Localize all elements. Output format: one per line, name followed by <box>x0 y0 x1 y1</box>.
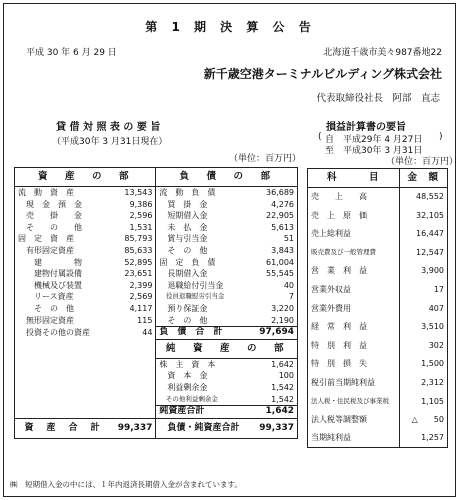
notice-page <box>3 3 459 497</box>
equity-value: 1,642 <box>251 406 298 419</box>
bs-row <box>15 210 298 222</box>
liability-label: 買 掛 金 <box>156 199 251 211</box>
equity-label: 純資産合計 <box>156 406 251 419</box>
bs-row <box>15 303 298 315</box>
asset-label: そ の 他 <box>18 222 82 232</box>
income-statement-table <box>307 168 448 448</box>
liability-label: 未 払 金 <box>156 222 251 234</box>
liability-value: 36,689 <box>266 188 294 197</box>
pl-from: 自 平成29年 4 月27日 <box>325 135 423 145</box>
pl-item-value: 16,447 <box>399 225 447 244</box>
pl-row <box>308 299 448 318</box>
pl-item-value: 32,105 <box>399 206 447 225</box>
asset-label: リース資産 <box>18 292 74 302</box>
bs-row <box>15 257 298 269</box>
pl-item-label: 特 別 利 益 <box>311 340 367 350</box>
bs-row <box>15 358 298 370</box>
liability-value: 61,004 <box>266 257 294 267</box>
pl-row <box>308 355 448 374</box>
pl-item-label: 売 上 高 <box>311 192 367 202</box>
liability-label: 預り保証金 <box>156 303 251 315</box>
asset-label: 投資その他の資産 <box>18 328 90 338</box>
bs-row <box>15 394 298 406</box>
pl-item-label: 税引前当期純利益 <box>311 377 375 387</box>
asset-label: 流 動 資 産 <box>18 188 74 197</box>
liability-label: 役員退職慰労引当金 <box>156 291 251 303</box>
company-name: 新千歳空港ターミナルビルディング株式会社 <box>203 67 442 81</box>
pl-title: 損益計算書の要旨 <box>326 122 406 133</box>
pl-row <box>308 225 448 244</box>
pl-item-value: 17 <box>399 280 447 299</box>
balance-sheet-table <box>14 167 298 439</box>
equity-label: 資 本 金 <box>156 370 251 382</box>
representative: 代表取締役社長 阿部 直志 <box>316 93 440 104</box>
pl-bracket-open: ( <box>318 132 322 142</box>
assets-total-value: 99,337 <box>111 418 156 438</box>
pl-row <box>308 206 448 225</box>
pl-item-label: 営業外費用 <box>311 303 351 313</box>
equity-value: 1,542 <box>271 394 294 404</box>
asset-value: 115 <box>137 315 153 325</box>
pl-item-label: 特 別 損 失 <box>311 359 367 369</box>
asset-label: 建 物 <box>18 257 82 267</box>
liability-value: 7 <box>288 292 294 302</box>
bs-row <box>15 315 298 327</box>
asset-value: 13,543 <box>124 188 153 197</box>
asset-value: 9,386 <box>129 199 153 209</box>
asset-value: 4,117 <box>129 303 153 313</box>
pl-bracket-close: ) <box>439 132 443 142</box>
pl-item-value: 302 <box>399 336 447 355</box>
bs-period: （平成30年 3 月31日現在） <box>52 137 168 147</box>
pl-item-value: 12,547 <box>399 243 447 262</box>
bs-row <box>15 339 298 358</box>
liability-value: 22,905 <box>266 211 294 221</box>
liability-value: 3,843 <box>271 245 294 255</box>
bs-row <box>15 406 298 419</box>
notice-date: 平成 30 年 6 月 29 日 <box>26 48 117 58</box>
bs-title: 貸 借 対 照 表 の 要 旨 <box>56 122 161 133</box>
asset-value: 1,531 <box>129 222 153 232</box>
liability-value: 55,545 <box>266 269 294 279</box>
company-address: 北海道千歳市美々987番地22 <box>323 48 442 58</box>
liability-label: 流 動 負 債 <box>156 187 251 199</box>
equity-value: 1,542 <box>271 382 294 392</box>
pl-item-label: 法人税・住民税及び事業税 <box>311 396 389 405</box>
pl-to: 至 平成30年 3 月31日 <box>325 146 423 156</box>
pl-item-value: 1,105 <box>399 392 447 411</box>
liab-equity-total-label: 負債・純資産合計 <box>156 418 251 438</box>
notice-title: 第 1 期 決 算 公 告 <box>145 20 316 34</box>
bs-row <box>15 199 298 211</box>
asset-value: 44 <box>142 328 153 338</box>
asset-label: そ の 他 <box>18 303 74 313</box>
pl-item-label: 販売費及び一般管理費 <box>311 247 376 256</box>
liabilities-header: 負 債 の 部 <box>156 168 298 187</box>
asset-label: 無形固定資産 <box>18 315 74 325</box>
bs-row <box>15 233 298 245</box>
pl-item-label: 営 業 利 益 <box>311 266 367 276</box>
pl-row <box>308 411 448 430</box>
pl-row <box>308 280 448 299</box>
asset-value: 85,793 <box>124 234 153 244</box>
pl-item-value: 3,900 <box>399 262 447 281</box>
pl-item-value: 407 <box>399 299 447 318</box>
bs-row <box>15 268 298 280</box>
pl-item-value: △ 50 <box>399 411 447 430</box>
pl-item-value: 48,552 <box>399 188 447 207</box>
pl-item-label: 当期純利益 <box>311 433 351 443</box>
pl-row <box>308 373 448 392</box>
asset-label: 固 定 資 産 <box>18 234 74 244</box>
equity-label: 株 主 資 本 <box>156 358 251 370</box>
pl-item-value: 2,312 <box>399 373 447 392</box>
pl-item-header: 科 目 <box>308 169 400 188</box>
asset-value: 85,633 <box>124 245 153 255</box>
liability-value: 4,276 <box>271 199 294 209</box>
pl-item-label: 経 常 利 益 <box>311 322 367 332</box>
bs-row <box>15 370 298 382</box>
bs-row <box>15 327 298 340</box>
asset-label: 売 掛 金 <box>18 211 82 221</box>
pl-row <box>308 188 448 207</box>
liability-value: 97,694 <box>251 327 298 340</box>
equity-header: 純 資 産 の 部 <box>156 339 298 358</box>
liability-label: 長期借入金 <box>156 268 251 280</box>
liab-equity-total-value: 99,337 <box>251 418 298 438</box>
asset-label: 機械及び装置 <box>18 280 82 290</box>
pl-unit: （単位：百万円） <box>386 157 459 167</box>
asset-value: 2,569 <box>129 292 153 302</box>
asset-value: 23,651 <box>124 269 153 279</box>
liability-label: 退職給付引当金 <box>156 280 251 292</box>
pl-amount-header: 金 額 <box>399 169 447 188</box>
assets-total-label: 資 産 合 計 <box>15 418 112 438</box>
pl-row <box>308 262 448 281</box>
equity-value: 1,642 <box>271 359 294 369</box>
bs-row <box>15 382 298 394</box>
pl-item-label: 売上総利益 <box>311 229 351 239</box>
pl-item-label: 法人税等調整額 <box>311 415 367 425</box>
asset-label: 建物付属設備 <box>18 269 82 279</box>
bs-row <box>15 291 298 303</box>
liability-label: 固 定 負 債 <box>156 257 251 269</box>
footnote: ㈱ 短期借入金の中には、１年内返済長期借入金が含まれています。 <box>10 480 242 489</box>
equity-value: 100 <box>278 371 294 381</box>
asset-label: 有形固定資産 <box>18 245 74 255</box>
pl-row <box>308 392 448 411</box>
bs-row <box>15 222 298 234</box>
asset-label: 現 金 預 金 <box>18 199 82 209</box>
liability-value: 40 <box>283 280 294 290</box>
liability-value: 5,613 <box>271 222 294 232</box>
assets-header: 資 産 の 部 <box>15 168 156 187</box>
liability-label: 負 債 合 計 <box>156 327 251 340</box>
liability-label: 賞与引当金 <box>156 233 251 245</box>
pl-row <box>308 429 448 448</box>
equity-label: 利益剰余金 <box>156 382 251 394</box>
pl-item-label: 売 上 原 価 <box>311 210 367 220</box>
liability-label: 短期借入金 <box>156 210 251 222</box>
pl-item-label: 営業外収益 <box>311 284 351 294</box>
liability-label: そ の 他 <box>156 315 251 327</box>
asset-value: 2,399 <box>129 280 153 290</box>
asset-value: 2,596 <box>129 211 153 221</box>
liability-label: そ の 他 <box>156 245 251 257</box>
asset-value: 52,895 <box>124 257 153 267</box>
pl-item-value: 1,257 <box>399 429 447 448</box>
bs-row <box>15 245 298 257</box>
bs-row <box>15 280 298 292</box>
equity-label: その他利益剰余金 <box>156 394 251 406</box>
pl-row <box>308 336 448 355</box>
liability-value: 2,190 <box>271 315 294 325</box>
pl-row <box>308 318 448 337</box>
pl-row <box>308 243 448 262</box>
pl-item-value: 1,500 <box>399 355 447 374</box>
liability-value: 3,220 <box>271 303 294 313</box>
pl-item-value: 3,510 <box>399 318 447 337</box>
bs-row <box>15 187 298 199</box>
bs-unit: （単位：百万円） <box>229 154 302 164</box>
liability-value: 51 <box>283 234 294 244</box>
